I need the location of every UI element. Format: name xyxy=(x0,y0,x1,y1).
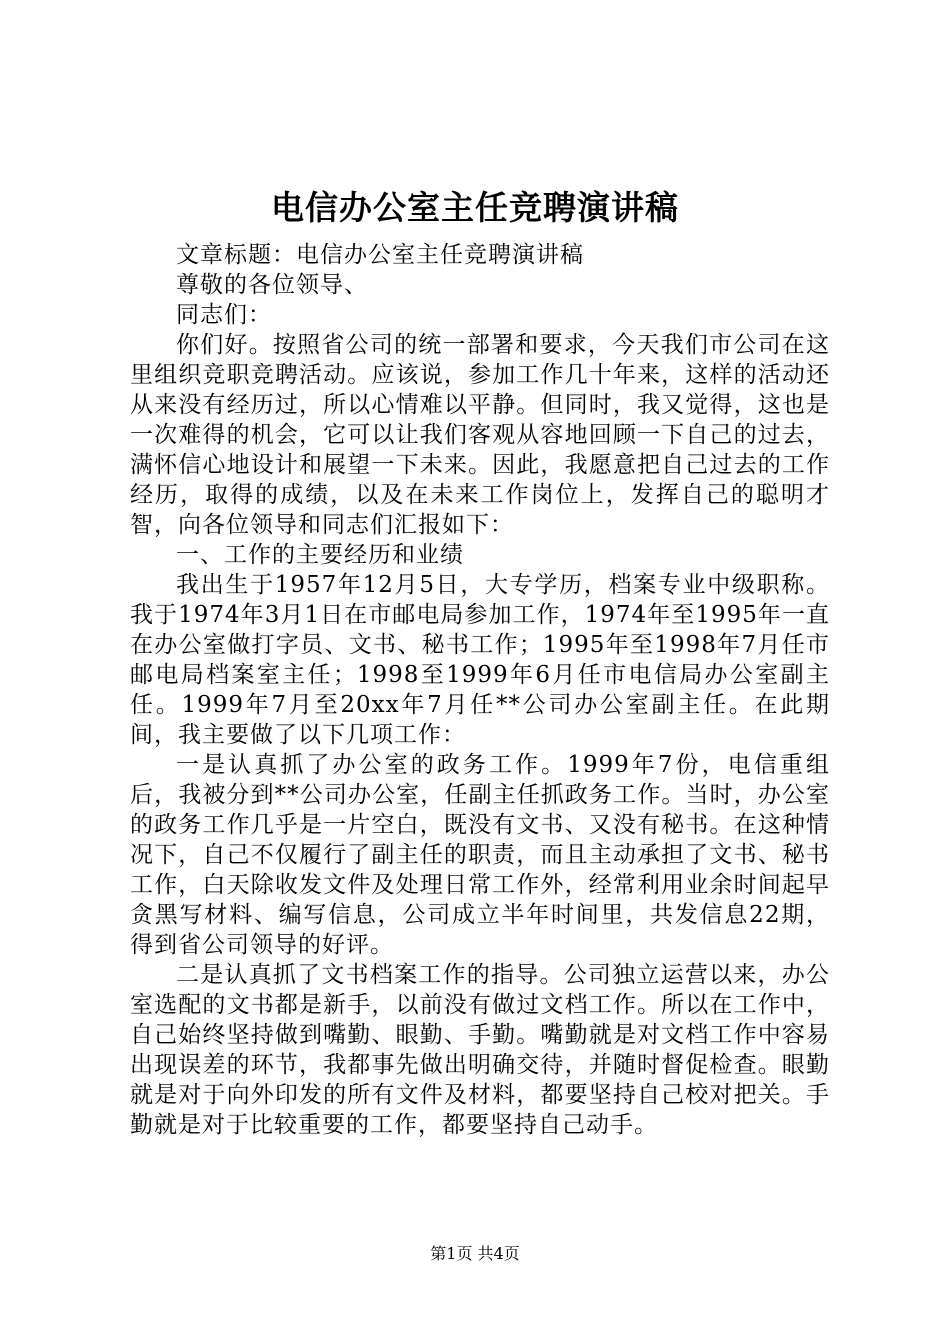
paragraph-salutation: 尊敬的各位领导、 xyxy=(176,272,368,298)
document-title: 电信办公室主任竞聘演讲稿 xyxy=(271,188,679,227)
document-body xyxy=(130,240,830,1140)
section-heading: 一、工作的主要经历和业绩 xyxy=(176,542,464,568)
paragraph-intro: 你们好。按照省公司的统一部署和要求，今天我们市公司在这里组织竞职竞聘活动。应该说，参加工作几十年来，这样的活动还从来没有经历过，所以心情难以平静。但同时，我又觉得，这也是一次难得的机会，它可以让我们客观从容地回顾一下自己的过去，满怀信心地设计和展望一下未来。因此，我愿意把自己过去的工作经历，取得的成绩，以及在未来工作岗位上，发挥自己的聪明才智，向各位领导和同志们汇报如下： xyxy=(130,332,830,538)
paragraph-salutation-2: 同志们： xyxy=(176,302,272,328)
paragraph-article-title: 文章标题：电信办公室主任竞聘演讲稿 xyxy=(176,242,584,268)
paragraph-work-2: 二是认真抓了文书档案工作的指导。公司独立运营以来，办公室选配的文书都是新手，以前没有做过文档工作。所以在工作中，自己始终坚持做到嘴勤、眼勤、手勤。嘴勤就是对文档工作中容易出现误差的环节，我都事先做出明确交待，并随时督促检查。眼勤就是对于向外印发的所有文件及材料，都要坚持自己校对把关。手勤就是对于比较重要的工作，都要坚持自己动手。 xyxy=(130,962,830,1138)
paragraph-experience: 我出生于1957年12月5日，大专学历，档案专业中级职称。我于1974年3月1日在市邮电局参加工作，1974年至1995年一直在办公室做打字员、文书、秘书工作；1995年至1998年7月任市邮电局档案室主任；1998至1999年6月任市电信局办公室副主任。1999年7月至20xx年7月任**公司办公室副主任。在此期间，我主要做了以下几项工作： xyxy=(130,572,830,748)
page-number-footer: 第1页 共4页 xyxy=(430,1244,520,1263)
paragraph-work-1: 一是认真抓了办公室的政务工作。1999年7份，电信重组后，我被分到**公司办公室，任副主任抓政务工作。当时，办公室的政务工作几乎是一片空白，既没有文书、又没有秘书。在这种情况下，自己不仅履行了副主任的职责，而且主动承担了文书、秘书工作，白天除收发文件及处理日常工作外，经常利用业余时间起早贪黑写材料、编写信息，公司成立半年时间里，共发信息22期，得到省公司领导的好评。 xyxy=(130,752,830,958)
